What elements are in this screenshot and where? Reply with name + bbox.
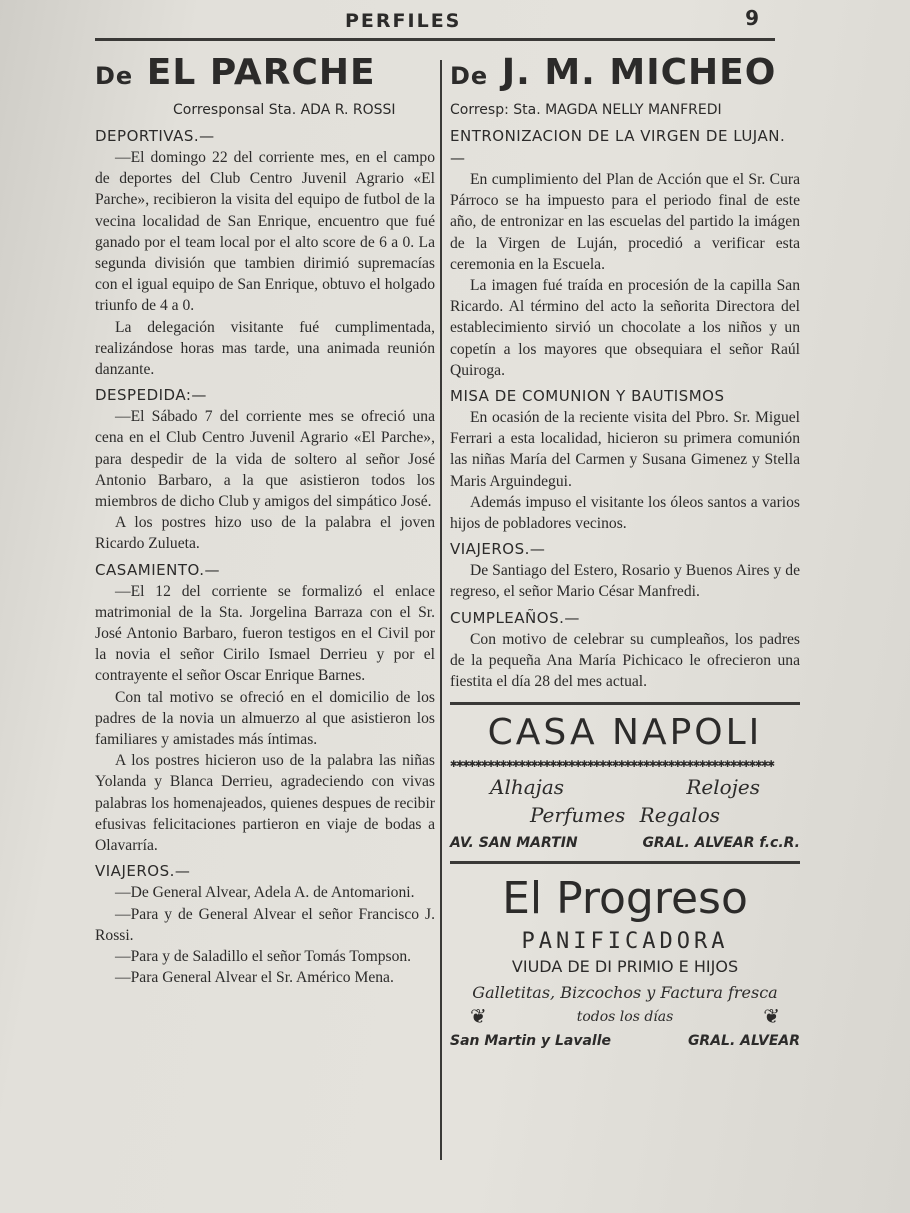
paragraph: —Para y de General Alvear el señor Francisco J. Rossi. [95,905,435,944]
ad-owner: VIUDA DE DI PRIMIO E HIJOS [511,957,739,977]
page-header [95,6,775,41]
paragraph: Con tal motivo se ofreció en el domicilio de los padres de la novia un almuerzo al que asistieron los familiares y amistades más íntimas. [95,688,435,749]
ad-star-border: ✱✱✱✱✱✱✱✱✱✱✱✱✱✱✱✱✱✱✱✱✱✱✱✱✱✱✱✱✱✱✱✱✱✱✱✱✱✱✱✱✱✱✱✱✱✱✱✱✱✱✱✱ [450,756,774,771]
paragraph: A los postres hizo uso de la palabra el joven Ricardo Zulueta. [95,514,435,553]
paragraph: —El Sábado 7 del corriente mes se ofreció una cena en el Club Centro Juvenil Agrario «El Parche», para despedir de la vida de soltero al señor José Antonio Barbaro, a la que asistieron todos los miembros de dicho Club y amigos del simpático José. [95,408,435,511]
left-column-heading [95,50,435,99]
ad-items-row-2 [450,803,800,827]
heading-name: J. M. MICHEO [501,52,777,93]
paragraph: La delegación visitante fué cumplimentada, realizándose horas mas tarde, una animada reunión danzante. [95,318,435,379]
paragraph: —Para General Alvear el Sr. Américo Mena. [115,969,394,987]
advertisement-casa-napoli [450,702,800,851]
ad-address-street: San Martin y Lavalle [450,1033,612,1050]
ad-item: Perfumes [530,803,626,828]
ad-store-name: CASA NAPOLI [487,712,763,754]
ad-store-name: El Progreso [502,873,748,925]
paragraph: En cumplimiento del Plan de Acción que el Sr. Cura Párroco se ha impuesto para el periodo final de este año, de entronizar en las escuelas del partido la imágen de la Virgen de Luján, procedió a verificar esta ceremonia en la Escuela. [450,171,800,273]
ad-daily: todos los días [576,1008,674,1025]
paragraph: Con motivo de celebrar su cumpleaños, los padres de la pequeña Ana María Pichicaco le ofrecieron una fiestita el día 28 del mes actual. [450,630,800,691]
ad-items-row-1 [450,775,800,799]
ad-top-rule [450,702,800,705]
publication-title: PERFILES [345,10,462,32]
heading-prefix: De [450,62,489,90]
ad-products: Galletitas, Bizcochos y Factura fresca [472,983,778,1003]
wheat-ornament-icon: ❦ [470,1006,487,1029]
section-heading: DEPORTIVAS.— [95,127,215,145]
section-heading: CUMPLEAÑOS.— [450,608,580,627]
paragraph: La imagen fué traída en procesión de la capilla San Ricardo. Al término del acto la señorita Directora del establecimiento sirvió un chocolate a los niños y un copetín a los mayores que obsequiara el señor Raúl Quiroga. [450,277,800,379]
section-heading: ENTRONIZACION DE LA VIRGEN DE LUJAN.— [450,127,786,167]
left-correspondent: Corresponsal Sta. ADA R. ROSSI [173,102,396,118]
column-divider [440,60,442,1160]
ad-address [450,1033,800,1049]
ad-item: Regalos [639,803,720,828]
page-number: 9 [745,6,759,30]
ad-daily-row [450,1004,800,1029]
advertisement-el-progreso [450,861,800,1049]
paragraph: —Para y de Saladillo el señor Tomás Tompson. [115,947,412,965]
ad-address [450,835,800,851]
right-correspondent: Corresp: Sta. MAGDA NELLY MANFREDI [450,102,722,118]
section-heading: MISA DE COMUNION Y BAUTISMOS [450,387,725,406]
left-column [95,50,435,988]
ad-top-rule [450,861,800,864]
paragraph: —El 12 del corriente se formalizó el enlace matrimonial de la Sta. Jorgelina Barraza con el Sr. José Antonio Barbaro, fueron testigos en el Civil por la novia el señor Cirilo Ismael Derrieu y por el contrayente el señor Oscar Enrique Barnes. [95,582,435,685]
section-heading: VIAJEROS.— [450,540,546,559]
ad-item: Relojes [686,775,760,800]
ad-business-type: PANIFICADORA [521,929,729,955]
paragraph: —El domingo 22 del corriente mes, en el campo de deportes del Club Centro Juvenil Agrario «El Parche», recibieron la visita del equipo de futbol de la vecina localidad de San Enrique, encuentro que fué ganado por el team local por el alto score de 6 a 0. La segunda división que tambien dirimió supremacías con el igual equipo de San Enrique, obtuvo el holgado triunfo de 4 a 0. [95,149,435,315]
right-column [450,50,800,1049]
left-article-body [95,125,435,988]
section-heading: CASAMIENTO.— [95,560,220,579]
paragraph: —De General Alvear, Adela A. de Antomarioni. [115,884,415,902]
right-column-heading [450,50,800,99]
paragraph: A los postres hicieron uso de la palabra las niñas Yolanda y Blanca Derrieu, agradeciendo con vivas palabras los homenajeados, quienes despues de recibir efusivas felicitaciones partieron en viaje de bodas a Olavarría. [95,752,435,855]
heading-name: EL PARCHE [146,52,376,93]
ad-item: Alhajas [490,775,565,800]
ad-address-town: GRAL. ALVEAR f.c.R. [642,835,800,852]
paragraph: En ocasión de la reciente visita del Pbro. Sr. Miguel Ferrari a esta localidad, hicieron su primera comunión las niñas María del Carmen y Susana Gimenez y Stella Maris Arguindegui. [450,409,800,490]
paragraph: De Santiago del Estero, Rosario y Buenos Aires y de regreso, el señor Mario César Manfredi. [450,562,800,601]
heading-prefix: De [95,62,134,90]
ad-address-street: AV. SAN MARTIN [450,835,578,852]
right-article-body [450,125,800,692]
wheat-ornament-icon: ❦ [763,1006,780,1029]
section-heading: DESPEDIDA:— [95,386,207,405]
section-heading: VIAJEROS.— [95,862,191,881]
ad-address-town: GRAL. ALVEAR [687,1033,800,1050]
paragraph: Además impuso el visitante los óleos santos a varios hijos de pobladores vecinos. [450,493,800,533]
